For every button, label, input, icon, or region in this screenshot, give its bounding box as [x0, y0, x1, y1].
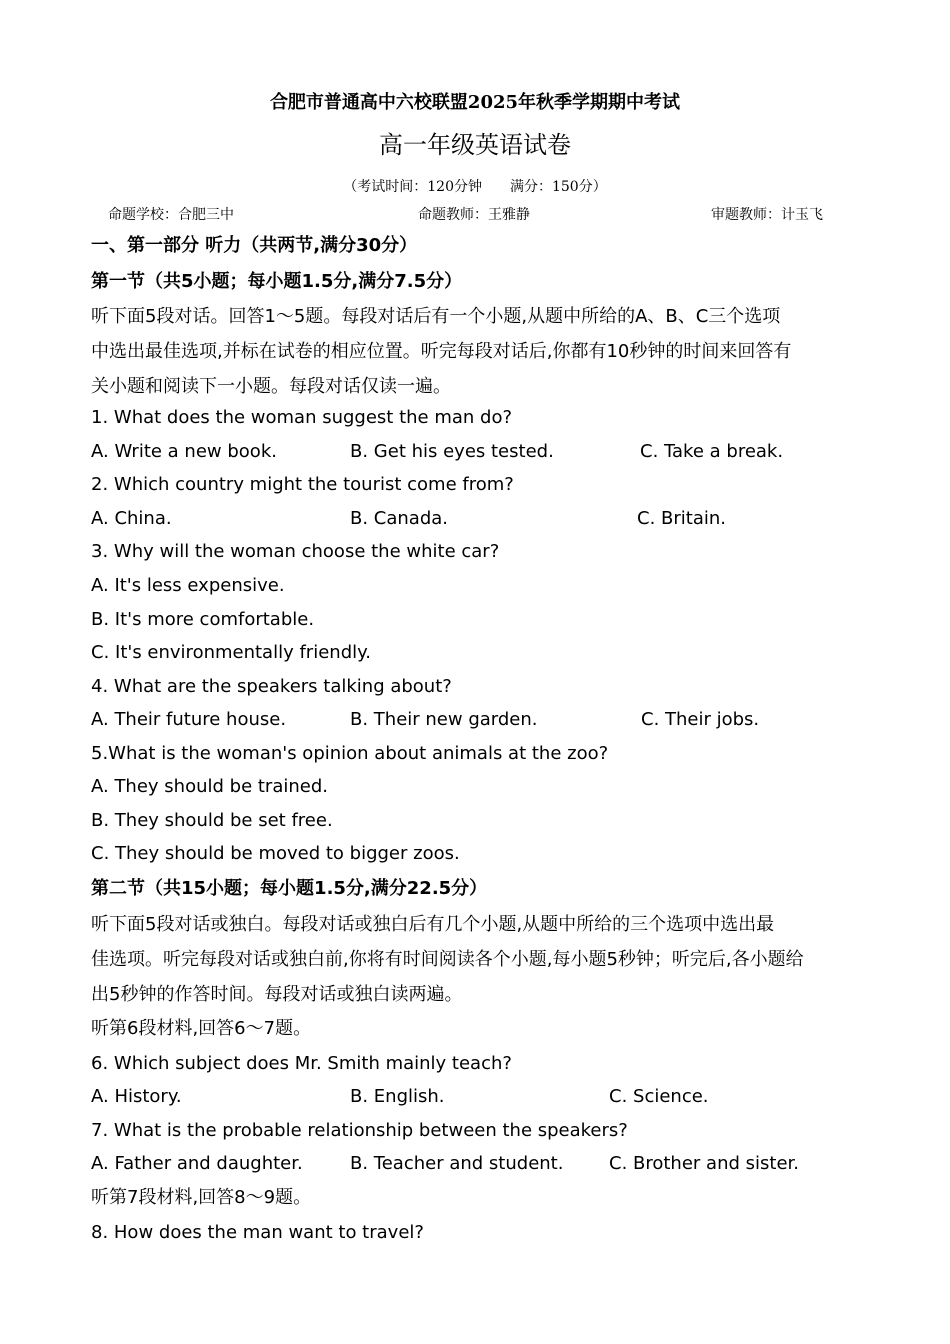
section2-instruction-line: 佳选项。听完每段对话或独白前,你将有时间阅读各个小题,每小题5秒钟；听完后,各小题给 [91, 949, 804, 970]
reviewer-teacher: 审题教师：计玉飞 [711, 207, 823, 223]
question-3: 3. Why will the woman choose the white car? [91, 541, 500, 562]
part1-title: 一、第一部分 听力（共两节,满分30分） [91, 235, 418, 256]
option-6c: C. Science. [609, 1086, 709, 1107]
option-3a: A. It's less expensive. [91, 575, 285, 596]
option-6a: A. History. [91, 1086, 182, 1107]
section1-title: 第一节（共5小题；每小题1.5分,满分7.5分） [91, 271, 463, 292]
option-2b: B. Canada. [350, 508, 449, 529]
option-3b: B. It's more comfortable. [91, 609, 315, 630]
setter-teacher: 命题教师：王雅静 [418, 207, 530, 223]
question-8: 8. How does the man want to travel? [91, 1222, 424, 1243]
option-4b: B. Their new garden. [350, 709, 538, 730]
option-5c: C. They should be moved to bigger zoos. [91, 843, 460, 864]
option-4c: C. Their jobs. [641, 709, 760, 730]
setter-school: 命题学校：合肥三中 [108, 207, 234, 223]
section2-title: 第二节（共15小题；每小题1.5分,满分22.5分） [91, 878, 488, 899]
question-6: 6. Which subject does Mr. Smith mainly teach? [91, 1053, 512, 1074]
option-7c: C. Brother and sister. [609, 1153, 799, 1174]
material-7-note: 听第7段材料,回答8～9题。 [91, 1187, 312, 1208]
question-5: 5.What is the woman's opinion about animals at the zoo? [91, 743, 609, 764]
section1-instruction-line: 关小题和阅读下一小题。每段对话仅读一遍。 [91, 376, 451, 397]
section1-instruction-line: 听下面5段对话。回答1～5题。每段对话后有一个小题,从题中所给的A、B、C三个选项 [91, 306, 781, 327]
option-3c: C. It's environmentally friendly. [91, 642, 371, 663]
section1-instruction-line: 中选出最佳选项,并标在试卷的相应位置。听完每段对话后,你都有10秒钟的时间来回答有 [91, 341, 792, 362]
exam-name: 合肥市普通高中六校联盟2025年秋季学期期中考试 [269, 92, 681, 113]
option-7a: A. Father and daughter. [91, 1153, 303, 1174]
option-1c: C. Take a break. [640, 441, 784, 462]
option-1b: B. Get his eyes tested. [350, 441, 554, 462]
option-2a: A. China. [91, 508, 172, 529]
material-6-note: 听第6段材料,回答6～7题。 [91, 1018, 312, 1039]
option-7b: B. Teacher and student. [350, 1153, 564, 1174]
question-2: 2. Which country might the tourist come from? [91, 474, 514, 495]
section2-instruction-line: 听下面5段对话或独白。每段对话或独白后有几个小题,从题中所给的三个选项中选出最 [91, 914, 775, 935]
option-5b: B. They should be set free. [91, 810, 333, 831]
question-4: 4. What are the speakers talking about? [91, 676, 452, 697]
option-5a: A. They should be trained. [91, 776, 328, 797]
paper-title: 高一年级英语试卷 [379, 131, 571, 159]
option-6b: B. English. [350, 1086, 445, 1107]
question-1: 1. What does the woman suggest the man do? [91, 407, 513, 428]
option-1a: A. Write a new book. [91, 441, 277, 462]
question-7: 7. What is the probable relationship between the speakers? [91, 1120, 628, 1141]
section2-instruction-line: 出5秒钟的作答时间。每段对话或独白读两遍。 [91, 984, 463, 1005]
exam-time-info: （考试时间：120分钟 满分：150分） [343, 179, 607, 195]
option-4a: A. Their future house. [91, 709, 287, 730]
option-2c: C. Britain. [637, 508, 726, 529]
